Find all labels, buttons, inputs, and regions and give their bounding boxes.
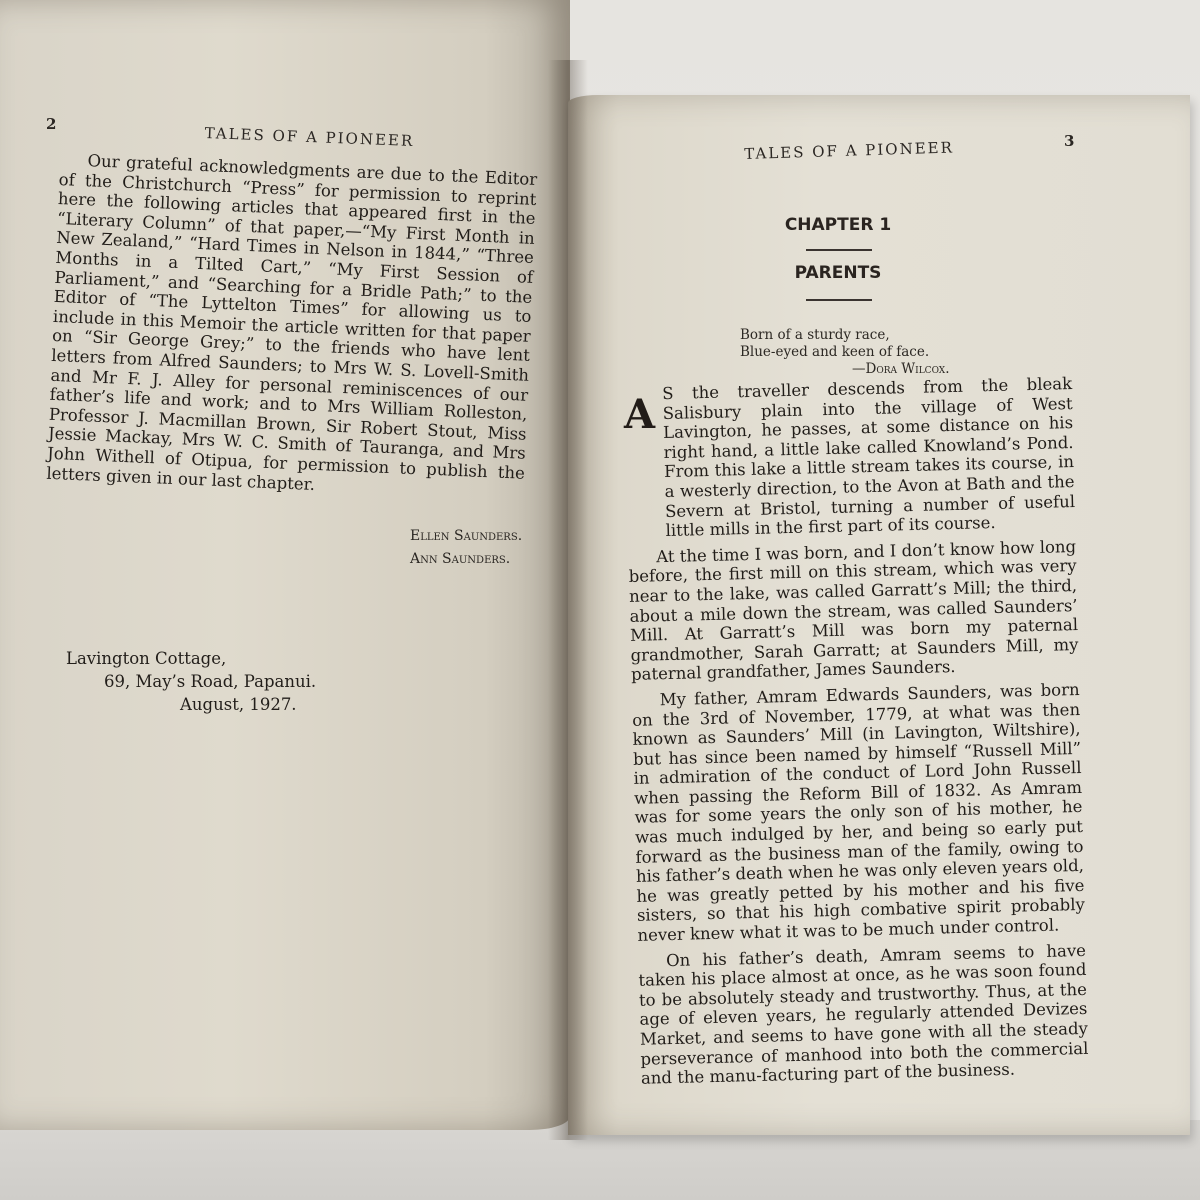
signature-ann: Ann Saunders. xyxy=(410,551,511,567)
book-gutter-shadow xyxy=(548,60,588,1140)
chapter-label: CHAPTER 1 xyxy=(784,215,892,235)
left-page xyxy=(0,0,570,1130)
epigraph-author: —Dora Wilcox. xyxy=(852,361,950,377)
running-header-left: TALES OF A PIONEER xyxy=(204,124,415,151)
address-line-1: Lavington Cottage, xyxy=(66,649,227,668)
address-line-2: 69, May’s Road, Papanui. xyxy=(104,672,317,691)
epigraph-line-2: Blue-eyed and keen of face. xyxy=(740,344,930,360)
epigraph xyxy=(740,327,949,378)
page-number-left: 2 xyxy=(46,115,57,133)
paragraph-1: S the traveller descends from the bleak Salisbury plain into the village of West Lavington, he passes, at some distance on his right hand, a little lake called Knowland’s Pond. From this lake a little stream takes its course, in a westerly direction, to the Avon at Bath and the Severn at Bristol, turning a number of useful little mills in the first part of its course. xyxy=(661,374,1076,541)
running-header-right: TALES OF A PIONEER xyxy=(744,138,955,163)
paragraph-4: On his father’s death, Amram seems to have taken his place almost at once, as he was soon found to be absolutely steady and trustworthy. Thus, at the age of eleven years, he regularly attended Devizes Market, and seems to have gone with all the steady perseverance of manhood into both the commercial and the manu-facturing part of the business. xyxy=(638,940,1089,1088)
paragraph-3: My father, Amram Edwards Saunders, was born on the 3rd of November, 1779, at what was then known as Saunders’ Mill (in Lavington, Wiltshire), but has since been named by himself “Russell Mill” in admiration of the conduct of Lord John Russell when passing the Reform Bill of 1832. As Amram was for some years the only son of his mother, he was much indulged by her, and being so early put forward as the business man of the family, owing to his father’s death when he was only eleven years old, he was greatly petted by his mother and his five sisters, so that his high combative spirit probably never knew what it was to be much under control. xyxy=(631,679,1086,945)
acknowledgment-text: Our grateful acknowledgments are due to the Editor of the Christchurch “Press” for permission to reprint here the following articles that appeared first in the “Literary Column” of that paper,—“My First Month in New Zealand,” “Hard Times in Nelson in 1844,” “Three Months in a Tilted Cart,” “My First Session of Parliament,” and “Searching for a Bridle Path;” to the Editor of “The Lyttelton Times” for allowing us to include in this Memoir the article written for that paper on “Sir George Grey;” to the friends who have lent letters from Alfred Saunders; to Mrs W. S. Lovell-Smith and Mr F. J. Alley for personal reminiscences of our father’s life and work; and to Mrs William Rolleston, Professor J. Macmillan Brown, Sir Robert Stout, Miss Jessie Mackay, Mrs W. C. Smith of Tauranga, and Mrs John Withell of Otipua, for permission to publish the letters given in our last chapter. xyxy=(46,151,538,494)
signature-ellen: Ellen Saunders. xyxy=(410,528,523,544)
paragraph-2: At the time I was born, and I don’t know how long before, the first mill on this stream, which was very near to the lake, was called Garratt’s Mill; the third, about a mile down the stream, was called Saunders’ Mill. At Garratt’s Mill was born my paternal grandmother, Sarah Garratt; at Saunders Mill, my paternal grandfather, James Saunders. xyxy=(628,536,1079,685)
chapter-title: PARENTS xyxy=(794,263,882,283)
acknowledgment-paragraph xyxy=(46,150,538,503)
right-page xyxy=(568,95,1190,1135)
chapter-body xyxy=(624,374,1089,1095)
drop-cap: A xyxy=(624,391,656,438)
epigraph-line-1: Born of a sturdy race, xyxy=(740,327,890,343)
address-date: August, 1927. xyxy=(180,695,297,714)
chapter-rule-1 xyxy=(806,249,872,251)
chapter-rule-2 xyxy=(806,299,872,301)
page-number-right: 3 xyxy=(1064,132,1075,150)
